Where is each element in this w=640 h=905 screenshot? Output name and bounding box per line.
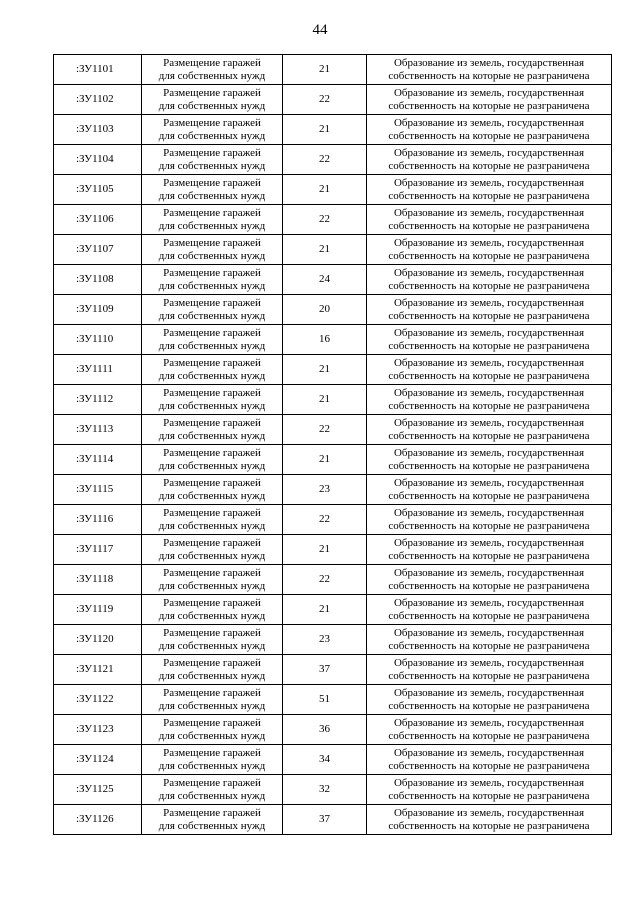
area-cell: 20	[283, 295, 367, 325]
permitted-use-cell	[142, 595, 283, 625]
permitted-use-cell	[142, 295, 283, 325]
permitted-use-line-2: для собственных нужд	[158, 819, 266, 832]
page-number: 44	[312, 22, 328, 38]
permitted-use-line-2: для собственных нужд	[158, 789, 266, 802]
permitted-use-cell	[142, 235, 283, 265]
formation-method-cell	[367, 385, 612, 415]
formation-method-cell	[367, 265, 612, 295]
formation-method-line-2: собственность на которые не разграничена	[388, 189, 590, 202]
formation-method-line-1: Образование из земель, государственная	[393, 566, 585, 579]
permitted-use-line-1: Размещение гаражей	[163, 206, 261, 219]
area-cell: 21	[283, 115, 367, 145]
formation-method-line-1: Образование из земель, государственная	[393, 266, 585, 279]
permitted-use-line-2: для собственных нужд	[158, 459, 266, 472]
table-row	[54, 805, 612, 835]
formation-method-line-2: собственность на которые не разграничена	[388, 639, 590, 652]
formation-method-cell	[367, 55, 612, 85]
formation-method-line-2: собственность на которые не разграничена	[388, 699, 590, 712]
parcel-id-cell: :ЗУ1121	[54, 655, 142, 685]
formation-method-line-1: Образование из земель, государственная	[393, 476, 585, 489]
permitted-use-line-2: для собственных нужд	[158, 339, 266, 352]
table-row	[54, 55, 612, 85]
table-row	[54, 265, 612, 295]
table-row	[54, 385, 612, 415]
permitted-use-line-2: для собственных нужд	[158, 489, 266, 502]
permitted-use-line-2: для собственных нужд	[158, 189, 266, 202]
parcel-id-cell: :ЗУ1101	[54, 55, 142, 85]
permitted-use-line-1: Размещение гаражей	[163, 746, 261, 759]
parcel-id-cell: :ЗУ1102	[54, 85, 142, 115]
permitted-use-cell	[142, 475, 283, 505]
area-cell: 36	[283, 715, 367, 745]
formation-method-line-1: Образование из земель, государственная	[393, 746, 585, 759]
parcel-id-cell: :ЗУ1118	[54, 565, 142, 595]
permitted-use-cell	[142, 205, 283, 235]
parcel-id-cell: :ЗУ1106	[54, 205, 142, 235]
formation-method-cell	[367, 595, 612, 625]
permitted-use-line-1: Размещение гаражей	[163, 536, 261, 549]
permitted-use-line-2: для собственных нужд	[158, 759, 266, 772]
parcel-id-cell: :ЗУ1122	[54, 685, 142, 715]
formation-method-line-2: собственность на которые не разграничена	[388, 399, 590, 412]
formation-method-line-2: собственность на которые не разграничена	[388, 219, 590, 232]
permitted-use-line-2: для собственных нужд	[158, 639, 266, 652]
permitted-use-line-1: Размещение гаражей	[163, 176, 261, 189]
permitted-use-cell	[142, 55, 283, 85]
permitted-use-cell	[142, 565, 283, 595]
table-row	[54, 355, 612, 385]
formation-method-cell	[367, 235, 612, 265]
formation-method-cell	[367, 745, 612, 775]
formation-method-line-2: собственность на которые не разграничена	[388, 519, 590, 532]
table-row	[54, 145, 612, 175]
formation-method-line-1: Образование из земель, государственная	[393, 146, 585, 159]
permitted-use-cell	[142, 115, 283, 145]
permitted-use-line-2: для собственных нужд	[158, 669, 266, 682]
permitted-use-cell	[142, 355, 283, 385]
formation-method-cell	[367, 445, 612, 475]
parcel-id-cell: :ЗУ1111	[54, 355, 142, 385]
area-cell: 21	[283, 355, 367, 385]
formation-method-line-2: собственность на которые не разграничена	[388, 819, 590, 832]
permitted-use-cell	[142, 775, 283, 805]
formation-method-line-1: Образование из земель, государственная	[393, 416, 585, 429]
permitted-use-line-2: для собственных нужд	[158, 399, 266, 412]
formation-method-line-2: собственность на которые не разграничена	[388, 549, 590, 562]
formation-method-cell	[367, 505, 612, 535]
table-row	[54, 115, 612, 145]
parcel-id-cell: :ЗУ1103	[54, 115, 142, 145]
formation-method-line-2: собственность на которые не разграничена	[388, 459, 590, 472]
permitted-use-cell	[142, 175, 283, 205]
permitted-use-line-1: Размещение гаражей	[163, 116, 261, 129]
area-cell: 37	[283, 805, 367, 835]
formation-method-line-1: Образование из земель, государственная	[393, 326, 585, 339]
parcel-id-cell: :ЗУ1116	[54, 505, 142, 535]
table-row	[54, 445, 612, 475]
area-cell: 21	[283, 385, 367, 415]
formation-method-line-2: собственность на которые не разграничена	[388, 369, 590, 382]
area-cell: 22	[283, 205, 367, 235]
parcel-id-cell: :ЗУ1123	[54, 715, 142, 745]
permitted-use-cell	[142, 745, 283, 775]
area-cell: 23	[283, 625, 367, 655]
formation-method-line-1: Образование из земель, государственная	[393, 626, 585, 639]
area-cell: 22	[283, 415, 367, 445]
table-row	[54, 475, 612, 505]
formation-method-line-1: Образование из земель, государственная	[393, 716, 585, 729]
permitted-use-line-2: для собственных нужд	[158, 729, 266, 742]
permitted-use-line-1: Размещение гаражей	[163, 386, 261, 399]
parcel-id-cell: :ЗУ1115	[54, 475, 142, 505]
parcel-id-cell: :ЗУ1108	[54, 265, 142, 295]
parcel-id-cell: :ЗУ1112	[54, 385, 142, 415]
area-cell: 21	[283, 595, 367, 625]
area-cell: 24	[283, 265, 367, 295]
formation-method-line-2: собственность на которые не разграничена	[388, 609, 590, 622]
formation-method-cell	[367, 355, 612, 385]
permitted-use-line-2: для собственных нужд	[158, 159, 266, 172]
parcel-id-cell: :ЗУ1125	[54, 775, 142, 805]
formation-method-cell	[367, 145, 612, 175]
permitted-use-line-1: Размещение гаражей	[163, 56, 261, 69]
formation-method-line-2: собственность на которые не разграничена	[388, 279, 590, 292]
area-cell: 16	[283, 325, 367, 355]
permitted-use-line-2: для собственных нужд	[158, 549, 266, 562]
formation-method-cell	[367, 685, 612, 715]
formation-method-line-1: Образование из земель, государственная	[393, 446, 585, 459]
area-cell: 21	[283, 535, 367, 565]
table-row	[54, 205, 612, 235]
table-row	[54, 775, 612, 805]
parcel-id-cell: :ЗУ1110	[54, 325, 142, 355]
permitted-use-line-2: для собственных нужд	[158, 249, 266, 262]
permitted-use-line-1: Размещение гаражей	[163, 686, 261, 699]
formation-method-line-1: Образование из земель, государственная	[393, 176, 585, 189]
table-row	[54, 325, 612, 355]
permitted-use-cell	[142, 715, 283, 745]
formation-method-line-2: собственность на которые не разграничена	[388, 429, 590, 442]
formation-method-line-1: Образование из земель, государственная	[393, 236, 585, 249]
formation-method-line-2: собственность на которые не разграничена	[388, 129, 590, 142]
parcel-id-cell: :ЗУ1120	[54, 625, 142, 655]
permitted-use-cell	[142, 415, 283, 445]
formation-method-cell	[367, 655, 612, 685]
table-row	[54, 175, 612, 205]
formation-method-cell	[367, 295, 612, 325]
permitted-use-line-1: Размещение гаражей	[163, 506, 261, 519]
permitted-use-line-1: Размещение гаражей	[163, 236, 261, 249]
formation-method-cell	[367, 415, 612, 445]
formation-method-cell	[367, 625, 612, 655]
permitted-use-line-1: Размещение гаражей	[163, 446, 261, 459]
permitted-use-line-1: Размещение гаражей	[163, 266, 261, 279]
formation-method-line-1: Образование из земель, государственная	[393, 386, 585, 399]
parcel-id-cell: :ЗУ1119	[54, 595, 142, 625]
formation-method-cell	[367, 115, 612, 145]
permitted-use-line-2: для собственных нужд	[158, 69, 266, 82]
formation-method-line-2: собственность на которые не разграничена	[388, 759, 590, 772]
formation-method-cell	[367, 565, 612, 595]
area-cell: 22	[283, 565, 367, 595]
formation-method-line-1: Образование из земель, государственная	[393, 86, 585, 99]
table-row	[54, 595, 612, 625]
area-cell: 23	[283, 475, 367, 505]
permitted-use-line-1: Размещение гаражей	[163, 296, 261, 309]
permitted-use-line-2: для собственных нужд	[158, 219, 266, 232]
formation-method-cell	[367, 85, 612, 115]
land-parcels-table-body	[54, 55, 612, 835]
parcel-id-cell: :ЗУ1126	[54, 805, 142, 835]
permitted-use-line-1: Размещение гаражей	[163, 86, 261, 99]
formation-method-line-1: Образование из земель, государственная	[393, 536, 585, 549]
table-row	[54, 535, 612, 565]
formation-method-line-2: собственность на которые не разграничена	[388, 99, 590, 112]
formation-method-cell	[367, 325, 612, 355]
formation-method-line-1: Образование из земель, государственная	[393, 806, 585, 819]
permitted-use-line-1: Размещение гаражей	[163, 476, 261, 489]
area-cell: 32	[283, 775, 367, 805]
area-cell: 21	[283, 445, 367, 475]
formation-method-line-1: Образование из земель, государственная	[393, 596, 585, 609]
permitted-use-line-1: Размещение гаражей	[163, 806, 261, 819]
area-cell: 22	[283, 145, 367, 175]
formation-method-line-2: собственность на которые не разграничена	[388, 69, 590, 82]
table-row	[54, 625, 612, 655]
formation-method-cell	[367, 475, 612, 505]
permitted-use-cell	[142, 535, 283, 565]
area-cell: 21	[283, 175, 367, 205]
permitted-use-line-2: для собственных нужд	[158, 129, 266, 142]
permitted-use-line-1: Размещение гаражей	[163, 656, 261, 669]
parcel-id-cell: :ЗУ1104	[54, 145, 142, 175]
permitted-use-cell	[142, 625, 283, 655]
permitted-use-cell	[142, 655, 283, 685]
parcel-id-cell: :ЗУ1114	[54, 445, 142, 475]
table-row	[54, 85, 612, 115]
permitted-use-line-2: для собственных нужд	[158, 609, 266, 622]
permitted-use-line-1: Размещение гаражей	[163, 626, 261, 639]
formation-method-cell	[367, 175, 612, 205]
permitted-use-line-2: для собственных нужд	[158, 99, 266, 112]
formation-method-line-1: Образование из земель, государственная	[393, 686, 585, 699]
formation-method-cell	[367, 715, 612, 745]
formation-method-line-1: Образование из земель, государственная	[393, 656, 585, 669]
formation-method-line-2: собственность на которые не разграничена	[388, 789, 590, 802]
permitted-use-cell	[142, 505, 283, 535]
formation-method-line-2: собственность на которые не разграничена	[388, 729, 590, 742]
table-row	[54, 745, 612, 775]
permitted-use-line-1: Размещение гаражей	[163, 716, 261, 729]
permitted-use-line-1: Размещение гаражей	[163, 356, 261, 369]
formation-method-cell	[367, 535, 612, 565]
parcel-id-cell: :ЗУ1109	[54, 295, 142, 325]
parcel-id-cell: :ЗУ1105	[54, 175, 142, 205]
table-row	[54, 505, 612, 535]
table-row	[54, 685, 612, 715]
formation-method-line-1: Образование из земель, государственная	[393, 356, 585, 369]
permitted-use-cell	[142, 85, 283, 115]
formation-method-line-2: собственность на которые не разграничена	[388, 489, 590, 502]
table-row	[54, 715, 612, 745]
formation-method-line-2: собственность на которые не разграничена	[388, 249, 590, 262]
formation-method-cell	[367, 805, 612, 835]
formation-method-line-2: собственность на которые не разграничена	[388, 339, 590, 352]
formation-method-line-2: собственность на которые не разграничена	[388, 669, 590, 682]
formation-method-line-1: Образование из земель, государственная	[393, 296, 585, 309]
table-row	[54, 655, 612, 685]
permitted-use-line-2: для собственных нужд	[158, 279, 266, 292]
formation-method-line-2: собственность на которые не разграничена	[388, 579, 590, 592]
formation-method-cell	[367, 205, 612, 235]
permitted-use-cell	[142, 805, 283, 835]
area-cell: 21	[283, 55, 367, 85]
area-cell: 22	[283, 505, 367, 535]
parcel-id-cell: :ЗУ1113	[54, 415, 142, 445]
permitted-use-line-2: для собственных нужд	[158, 579, 266, 592]
area-cell: 21	[283, 235, 367, 265]
table-row	[54, 565, 612, 595]
permitted-use-cell	[142, 265, 283, 295]
table-row	[54, 415, 612, 445]
permitted-use-line-1: Размещение гаражей	[163, 566, 261, 579]
permitted-use-line-1: Размещение гаражей	[163, 146, 261, 159]
permitted-use-line-2: для собственных нужд	[158, 519, 266, 532]
formation-method-line-1: Образование из земель, государственная	[393, 206, 585, 219]
table-row	[54, 295, 612, 325]
permitted-use-line-1: Размещение гаражей	[163, 596, 261, 609]
permitted-use-line-1: Размещение гаражей	[163, 326, 261, 339]
permitted-use-cell	[142, 445, 283, 475]
land-parcels-table	[53, 54, 612, 835]
area-cell: 37	[283, 655, 367, 685]
permitted-use-line-1: Размещение гаражей	[163, 416, 261, 429]
parcel-id-cell: :ЗУ1107	[54, 235, 142, 265]
parcel-id-cell: :ЗУ1117	[54, 535, 142, 565]
permitted-use-cell	[142, 385, 283, 415]
formation-method-line-2: собственность на которые не разграничена	[388, 159, 590, 172]
permitted-use-line-2: для собственных нужд	[158, 369, 266, 382]
parcel-id-cell: :ЗУ1124	[54, 745, 142, 775]
permitted-use-cell	[142, 685, 283, 715]
area-cell: 22	[283, 85, 367, 115]
area-cell: 51	[283, 685, 367, 715]
formation-method-line-1: Образование из земель, государственная	[393, 506, 585, 519]
permitted-use-cell	[142, 145, 283, 175]
formation-method-line-1: Образование из земель, государственная	[393, 56, 585, 69]
formation-method-line-1: Образование из земель, государственная	[393, 776, 585, 789]
formation-method-line-2: собственность на которые не разграничена	[388, 309, 590, 322]
formation-method-cell	[367, 775, 612, 805]
permitted-use-line-2: для собственных нужд	[158, 429, 266, 442]
permitted-use-line-2: для собственных нужд	[158, 309, 266, 322]
permitted-use-line-1: Размещение гаражей	[163, 776, 261, 789]
table-row	[54, 235, 612, 265]
formation-method-line-1: Образование из земель, государственная	[393, 116, 585, 129]
area-cell: 34	[283, 745, 367, 775]
permitted-use-cell	[142, 325, 283, 355]
permitted-use-line-2: для собственных нужд	[158, 699, 266, 712]
